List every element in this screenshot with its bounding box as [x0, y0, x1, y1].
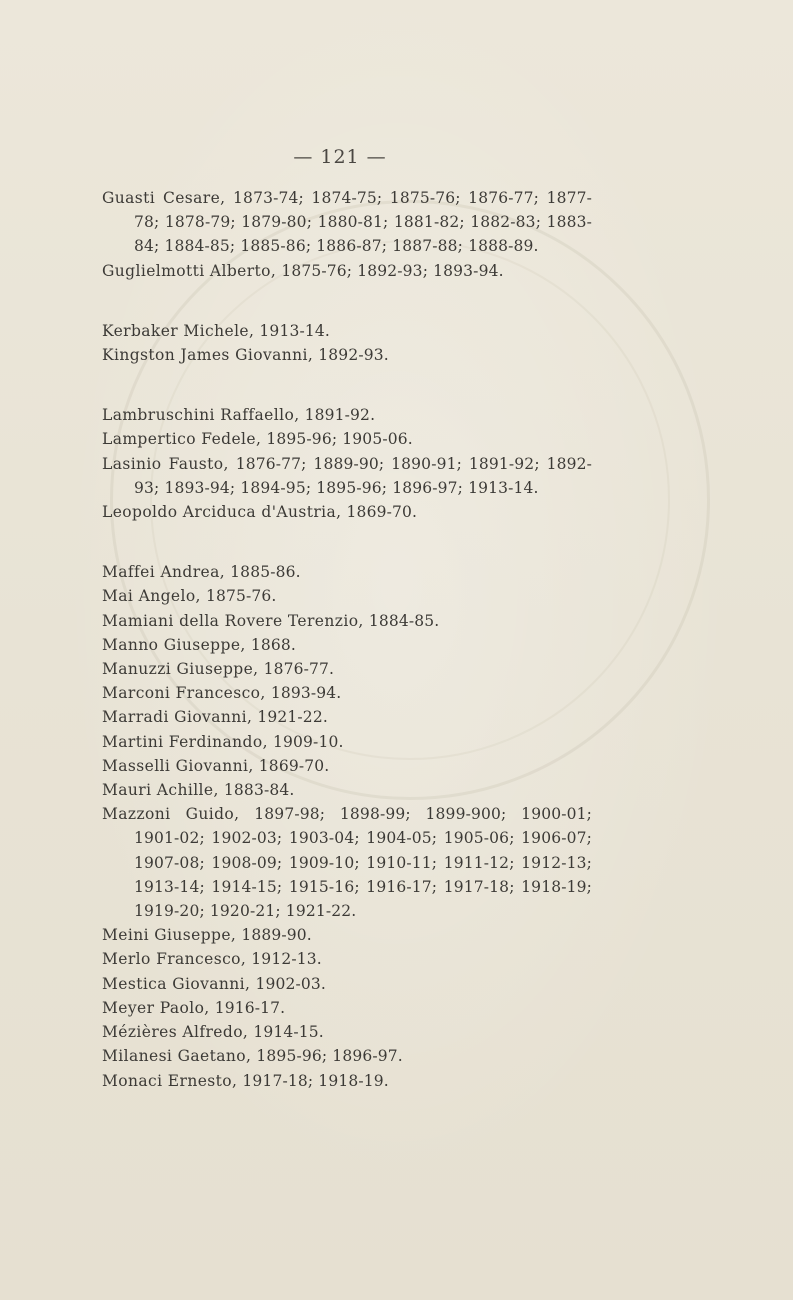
letter-group-k: [102, 319, 592, 367]
index-entry: [102, 343, 592, 367]
index-entry: [102, 500, 592, 524]
entry-name: Meyer Paolo,: [102, 998, 210, 1017]
entry-name: Lambruschini Raffaello,: [102, 406, 300, 425]
index-entry: [102, 1069, 592, 1093]
entry-dates: 1893-94.: [270, 684, 342, 703]
letter-group-l: [102, 403, 592, 524]
index-entry: [102, 947, 592, 971]
index-entry: [102, 802, 592, 923]
index-entry: [102, 1020, 592, 1044]
index-entry: [102, 754, 592, 778]
entry-dates: 1913-14.: [259, 321, 330, 340]
entry-dates: 1895-96; 1905-06.: [266, 430, 413, 449]
entry-dates: 1895-96; 1896-97.: [256, 1047, 403, 1066]
index-entry: [102, 259, 592, 283]
entry-name: Guglielmotti Alberto,: [102, 261, 277, 280]
entry-name: Mestica Giovanni,: [102, 974, 251, 993]
index-entry: [102, 923, 592, 947]
entry-name: Lampertico Fedele,: [102, 430, 262, 449]
index-entry: [102, 633, 592, 657]
entry-name: Monaci Ernesto,: [102, 1071, 238, 1090]
entry-dates: 1885-86.: [230, 563, 301, 582]
entry-dates: 1914-15.: [253, 1023, 324, 1042]
entry-dates: 1869-70.: [258, 756, 330, 775]
letter-group-m: [102, 560, 592, 1092]
entry-name: Mézières Alfredo,: [102, 1023, 249, 1042]
index-entry: [102, 186, 592, 259]
index-entry: [102, 584, 592, 608]
entry-dates: 1912-13.: [251, 950, 322, 969]
entry-name: Manno Giuseppe,: [102, 635, 246, 654]
entry-name: Kingston James Giovanni,: [102, 346, 314, 365]
entry-name: Manuzzi Giuseppe,: [102, 660, 259, 679]
index-entry: [102, 681, 592, 705]
entry-dates: 1876-77.: [263, 660, 335, 679]
index-entry: [102, 403, 592, 427]
entry-dates: 1873-74; 1874-75; 1875-76; 1876-77; 1877-78; 1878-79; 1879-80; 1880-81; 1881-82; 1882-83; 1883-84; 1884-85; 1885-86; 1886-87; 1887-88; 1888-89.: [134, 189, 592, 256]
entry-name: Maffei Andrea,: [102, 563, 226, 582]
entry-dates: 1921-22.: [257, 708, 328, 727]
entry-name: Kerbaker Michele,: [102, 321, 255, 340]
entry-dates: 1884-85.: [368, 611, 440, 630]
entry-dates: 1868.: [250, 635, 296, 654]
index-list: [102, 186, 592, 1093]
entry-name: Marconi Francesco,: [102, 684, 266, 703]
index-entry: [102, 730, 592, 754]
entry-name: Meini Giuseppe,: [102, 926, 237, 945]
entry-name: Mazzoni Guido,: [102, 805, 240, 824]
index-entry: [102, 427, 592, 451]
entry-dates: 1869-70.: [346, 503, 418, 522]
entry-dates: 1875-76; 1892-93; 1893-94.: [281, 261, 504, 280]
entry-name: Martini Ferdinando,: [102, 732, 268, 751]
index-entry: [102, 972, 592, 996]
page-number: — 121 —: [293, 146, 387, 168]
index-entry: [102, 452, 592, 500]
entry-name: Masselli Giovanni,: [102, 756, 254, 775]
index-entry: [102, 560, 592, 584]
index-entry: [102, 319, 592, 343]
entry-name: Milanesi Gaetano,: [102, 1047, 252, 1066]
entry-name: Mauri Achille,: [102, 781, 219, 800]
entry-name: Mai Angelo,: [102, 587, 201, 606]
entry-dates: 1891-92.: [304, 406, 376, 425]
entry-dates: 1909-10.: [273, 732, 344, 751]
entry-dates: 1897-98; 1898-99; 1899-900; 1900-01; 1901-02; 1902-03; 1903-04; 1904-05; 1905-06; 1906-07; 1907-08; 1908-09; 1909-10; 1910-11; 1911-12; 1912-13; 1913-14; 1914-15; 1915-16; 1916-17; 1917-18; 1918-19; 1919-20; 1920-21; 1921-22.: [134, 805, 593, 921]
entry-name: Merlo Francesco,: [102, 950, 247, 969]
entry-name: Mamiani della Rovere Terenzio,: [102, 611, 364, 630]
entry-name: Marradi Giovanni,: [102, 708, 253, 727]
entry-dates: 1917-18; 1918-19.: [242, 1071, 389, 1090]
entry-dates: 1889-90.: [241, 926, 312, 945]
entry-name: Leopoldo Arciduca d'Austria,: [102, 503, 342, 522]
entry-dates: 1876-77; 1889-90; 1890-91; 1891-92; 1892-93; 1893-94; 1894-95; 1895-96; 1896-97; 1913-14.: [134, 454, 593, 497]
entry-name: Guasti Cesare,: [102, 189, 226, 207]
letter-group-g: [102, 186, 592, 283]
entry-dates: 1902-03.: [255, 974, 326, 993]
index-entry: [102, 609, 592, 633]
index-entry: [102, 657, 592, 681]
entry-dates: 1916-17.: [214, 998, 286, 1017]
entry-dates: 1883-84.: [223, 781, 295, 800]
index-entry: [102, 996, 592, 1020]
entry-name: Lasinio Fausto,: [102, 454, 229, 473]
entry-dates: 1875-76.: [205, 587, 277, 606]
index-entry: [102, 705, 592, 729]
index-entry: [102, 1044, 592, 1068]
entry-dates: 1892-93.: [318, 346, 389, 365]
index-entry: [102, 778, 592, 802]
